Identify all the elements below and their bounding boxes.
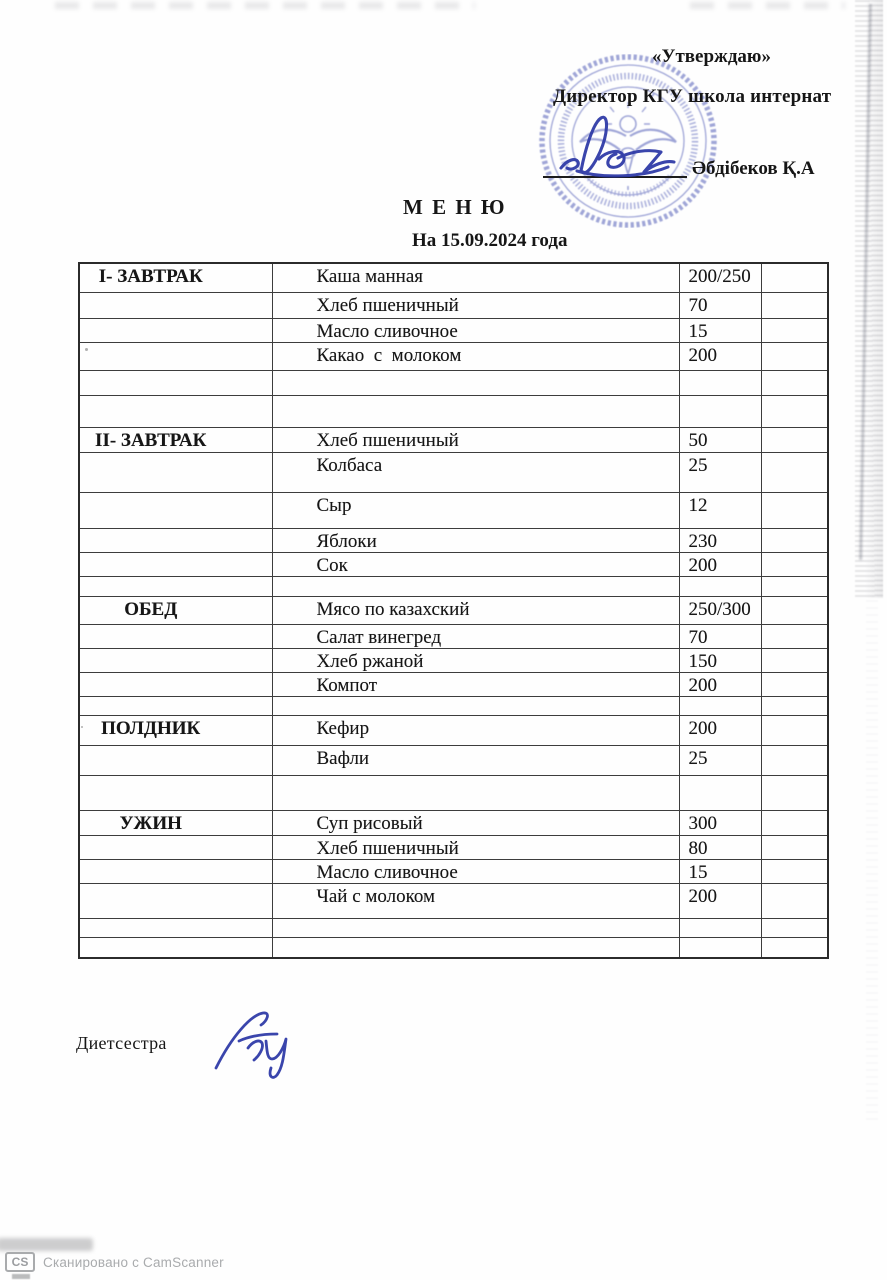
- empty-cell: [761, 292, 828, 318]
- portion-cell: 300: [679, 810, 761, 835]
- dietitian-label: Диетсестра: [76, 1033, 167, 1053]
- empty-cell: [761, 696, 828, 715]
- dish-cell: Хлеб пшеничный: [272, 292, 679, 318]
- meal-cell: II- ЗАВТРАК: [79, 427, 272, 452]
- scan-smudge: [0, 1238, 93, 1251]
- table-row: [79, 292, 828, 318]
- empty-cell: [761, 937, 828, 958]
- director-name: Әбдібеков Қ.А: [692, 158, 815, 179]
- document-date: На 15.09.2024 года: [412, 230, 568, 251]
- empty-cell: [761, 492, 828, 528]
- empty-cell: [761, 342, 828, 370]
- empty-cell: [761, 624, 828, 648]
- dish-cell: [272, 696, 679, 715]
- empty-cell: [761, 648, 828, 672]
- dish-cell: Кефир: [272, 715, 679, 745]
- meal-cell: [79, 745, 272, 775]
- meal-cell: [79, 937, 272, 958]
- table-row: [79, 918, 828, 937]
- table-row: [79, 552, 828, 576]
- portion-cell: [679, 576, 761, 596]
- dish-cell: [272, 370, 679, 395]
- table-row: [79, 696, 828, 715]
- empty-cell: [761, 883, 828, 918]
- table-row: [79, 427, 828, 452]
- portion-cell: 200: [679, 883, 761, 918]
- table-row: [79, 672, 828, 696]
- dish-cell: Суп рисовый: [272, 810, 679, 835]
- dish-cell: [272, 775, 679, 810]
- dietitian-signature: [206, 1006, 306, 1086]
- portion-cell: 230: [679, 528, 761, 552]
- scan-bleed-artifact: [55, 2, 475, 9]
- table-row: [79, 452, 828, 492]
- portion-cell: 25: [679, 452, 761, 492]
- table-row: [79, 648, 828, 672]
- dish-cell: [272, 395, 679, 427]
- dish-cell: Колбаса: [272, 452, 679, 492]
- empty-cell: [761, 318, 828, 342]
- meal-cell: [79, 624, 272, 648]
- table-row: [79, 859, 828, 883]
- portion-cell: [679, 918, 761, 937]
- empty-cell: [761, 810, 828, 835]
- document-title: М Е Н Ю: [403, 195, 507, 219]
- empty-cell: [761, 672, 828, 696]
- portion-cell: [679, 775, 761, 810]
- empty-cell: [761, 918, 828, 937]
- table-row: [79, 342, 828, 370]
- empty-cell: [761, 596, 828, 624]
- table-row: [79, 624, 828, 648]
- paper-edge-artifact-lower: [866, 600, 878, 1120]
- table-row: [79, 835, 828, 859]
- dish-cell: Хлеб пшеничный: [272, 835, 679, 859]
- empty-cell: [761, 576, 828, 596]
- table-row: [79, 395, 828, 427]
- portion-cell: 25: [679, 745, 761, 775]
- dish-cell: [272, 576, 679, 596]
- table-row: [79, 745, 828, 775]
- dish-cell: Компот: [272, 672, 679, 696]
- dish-cell: Сок: [272, 552, 679, 576]
- meal-cell: УЖИН: [79, 810, 272, 835]
- approval-director-line: Директор КГУ школа интернат: [553, 86, 832, 107]
- dish-cell: [272, 937, 679, 958]
- empty-cell: [761, 395, 828, 427]
- empty-cell: [761, 552, 828, 576]
- menu-table-body: [79, 263, 828, 958]
- portion-cell: 80: [679, 835, 761, 859]
- meal-cell: [79, 648, 272, 672]
- empty-cell: [761, 859, 828, 883]
- dish-cell: Яблоки: [272, 528, 679, 552]
- portion-cell: 15: [679, 859, 761, 883]
- meal-cell: ПОЛДНИК: [79, 715, 272, 745]
- empty-cell: [761, 835, 828, 859]
- table-row: [79, 715, 828, 745]
- empty-cell: [761, 775, 828, 810]
- menu-table: [78, 262, 829, 959]
- table-row: [79, 528, 828, 552]
- dish-cell: Мясо по казахский: [272, 596, 679, 624]
- dish-cell: Чай с молоком: [272, 883, 679, 918]
- empty-cell: [761, 452, 828, 492]
- dish-cell: Хлеб ржаной: [272, 648, 679, 672]
- camscanner-watermark: Сканировано с CamScanner: [43, 1255, 224, 1270]
- portion-cell: 12: [679, 492, 761, 528]
- meal-cell: [79, 318, 272, 342]
- portion-cell: 200: [679, 715, 761, 745]
- portion-cell: 70: [679, 624, 761, 648]
- portion-cell: 70: [679, 292, 761, 318]
- portion-cell: 200: [679, 342, 761, 370]
- table-row: [79, 883, 828, 918]
- dish-cell: Салат винегред: [272, 624, 679, 648]
- dish-cell: Масло сливочное: [272, 318, 679, 342]
- empty-cell: [761, 263, 828, 292]
- camscanner-icon: CS: [5, 1252, 35, 1272]
- meal-cell: [79, 576, 272, 596]
- dish-cell: Каша манная: [272, 263, 679, 292]
- portion-cell: 15: [679, 318, 761, 342]
- menu-table-container: [78, 262, 829, 959]
- table-row: [79, 263, 828, 292]
- table-row: [79, 937, 828, 958]
- table-row: [79, 775, 828, 810]
- dish-cell: Масло сливочное: [272, 859, 679, 883]
- empty-cell: [761, 427, 828, 452]
- meal-cell: [79, 552, 272, 576]
- portion-cell: 150: [679, 648, 761, 672]
- scan-bleed-artifact: [690, 2, 845, 9]
- dish-cell: Хлеб пшеничный: [272, 427, 679, 452]
- empty-cell: [761, 715, 828, 745]
- table-row: [79, 810, 828, 835]
- portion-cell: [679, 395, 761, 427]
- meal-cell: [79, 342, 272, 370]
- meal-cell: [79, 492, 272, 528]
- meal-cell: [79, 672, 272, 696]
- meal-cell: [79, 859, 272, 883]
- meal-cell: [79, 775, 272, 810]
- approval-quote: «Утверждаю»: [652, 46, 771, 67]
- meal-cell: [79, 883, 272, 918]
- meal-cell: [79, 452, 272, 492]
- empty-cell: [761, 370, 828, 395]
- meal-cell: [79, 292, 272, 318]
- table-row: [79, 492, 828, 528]
- table-row: [79, 576, 828, 596]
- dish-cell: [272, 918, 679, 937]
- portion-cell: 250/300: [679, 596, 761, 624]
- director-signature: [548, 108, 698, 190]
- meal-cell: ОБЕД: [79, 596, 272, 624]
- empty-cell: [761, 745, 828, 775]
- empty-cell: [761, 528, 828, 552]
- meal-cell: [79, 528, 272, 552]
- table-row: [79, 596, 828, 624]
- table-row: [79, 370, 828, 395]
- meal-cell: I- ЗАВТРАК: [79, 263, 272, 292]
- dish-cell: Какао с молоком: [272, 342, 679, 370]
- scan-speck: [12, 1274, 30, 1279]
- dish-cell: Сыр: [272, 492, 679, 528]
- portion-cell: [679, 370, 761, 395]
- portion-cell: [679, 937, 761, 958]
- portion-cell: 200/250: [679, 263, 761, 292]
- meal-cell: [79, 918, 272, 937]
- portion-cell: [679, 696, 761, 715]
- portion-cell: 50: [679, 427, 761, 452]
- meal-cell: [79, 370, 272, 395]
- portion-cell: 200: [679, 672, 761, 696]
- meal-cell: [79, 696, 272, 715]
- table-row: [79, 318, 828, 342]
- meal-cell: [79, 835, 272, 859]
- meal-cell: [79, 395, 272, 427]
- dish-cell: Вафли: [272, 745, 679, 775]
- portion-cell: 200: [679, 552, 761, 576]
